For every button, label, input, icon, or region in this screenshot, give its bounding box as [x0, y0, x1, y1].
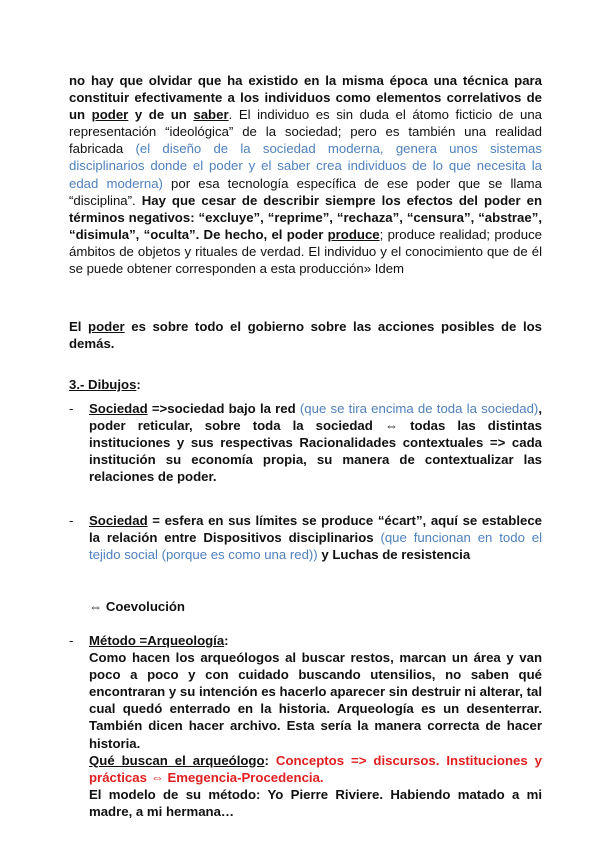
- underlined-term: saber: [193, 107, 229, 123]
- blue-annotation: (que se tira encima de toda la sociedad): [299, 401, 539, 416]
- bold-text: El: [69, 319, 89, 334]
- bold-text: :: [224, 633, 229, 648]
- bold-text: es sobre todo el gobierno sobre las acciones posibles de los demás.: [69, 319, 543, 352]
- red-highlight: Emegencia-Procedencia.: [163, 769, 324, 785]
- bold-text: y Luchas de resistencia: [317, 547, 471, 563]
- list-dash: -: [69, 513, 74, 528]
- bold-text: Coevolución: [102, 599, 185, 614]
- double-arrow-icon: ⇔: [89, 599, 103, 614]
- paragraph-quote: [69, 72, 542, 277]
- body-text: por esa tecnología específica de ese poder que se llama “disciplina”.: [69, 175, 542, 208]
- underlined-term: poder: [91, 107, 129, 123]
- paragraph-poder: [69, 318, 542, 352]
- double-arrow-icon: ⇔: [384, 418, 399, 434]
- blue-annotation: (el diseño de la sociedad moderna, genera unos sistemas disciplinarios donde el poder y el saber crea individuos de lo que necesita la edad moderna): [69, 141, 542, 191]
- metodo-description: Como hacen los arqueólogos al buscar restos, marcan un área y van poco a poco y con cuidado buscando utensilios, no saben qué encontraran y su intención es hacerlo aparecer sin destruir ni alterar, tal cual quedó enterrado en la historia. Arqueología es un desenterrar. También dicen hacer archivo. Esta sería la manera correcta de hacer historia.: [89, 650, 542, 751]
- body-text: ; produce realidad; produce ámbitos de objetos y rituales de verdad. El individuo y el conocimiento que de él se puede obtener corresponden a esta producción» Idem: [69, 226, 542, 277]
- underlined-term: Qué buscan el arqueólogo: [89, 752, 265, 768]
- list-dash: -: [69, 401, 74, 416]
- underlined-term: Sociedad: [89, 401, 148, 416]
- red-highlight: Conceptos => discursos. Instituciones y prácticas: [89, 752, 542, 785]
- list-item-sociedad-esfera: [89, 512, 542, 563]
- bold-text: =>sociedad bajo la red: [147, 401, 300, 416]
- underlined-term: poder: [88, 319, 125, 334]
- list-dash: -: [69, 633, 74, 648]
- list-item-metodo: [89, 632, 542, 820]
- bold-text: = esfera en sus límites se produce “écart”, aquí se establece la relación entre Dispositivos disciplinarios: [89, 513, 542, 546]
- bold-text: :: [264, 752, 276, 768]
- underlined-term: produce: [327, 226, 380, 242]
- section-heading: [69, 376, 542, 393]
- list-item-sociedad-red: [89, 400, 542, 485]
- blue-annotation: (que funcionan en todo el tejido social (porque es como una red)): [89, 530, 543, 563]
- metodo-model: El modelo de su método: Yo Pierre Riviere. Habiendo matado a mi madre, a mi hermana…: [89, 786, 542, 819]
- underlined-term: Sociedad: [89, 513, 148, 528]
- underlined-term: Método =Arqueología: [89, 633, 225, 648]
- section-title: 3.- Dibujos: [69, 377, 137, 392]
- bold-text: Hay que cesar de describir siempre los efectos del poder en términos negativos: “excluye”, “reprime”, “rechaza”, “censura”, “abstrae”, “disimula”, “oculta”. De hecho, el poder: [69, 192, 542, 242]
- bold-text: todas las distintas instituciones y sus respectivas Racionalidades contextuales => cada institución su economía propia, su manera de contextualizar las relaciones de poder.: [89, 418, 542, 485]
- body-text: . El individuo es sin duda el átomo ficticio de una representación “ideológica” de la sociedad; pero es también una realidad fabricada: [69, 107, 542, 157]
- double-arrow-icon: ⇔: [150, 769, 164, 785]
- section-colon: :: [136, 377, 141, 392]
- coevolucion-line: [89, 598, 542, 615]
- bold-text: y de un: [128, 107, 194, 123]
- bold-text: no hay que olvidar que ha existido en la misma época una técnica para constituir efectivamente a los individuos como elementos correlativos de un: [69, 73, 542, 123]
- bold-text: , poder reticular, sobre toda la sociedad: [89, 401, 542, 434]
